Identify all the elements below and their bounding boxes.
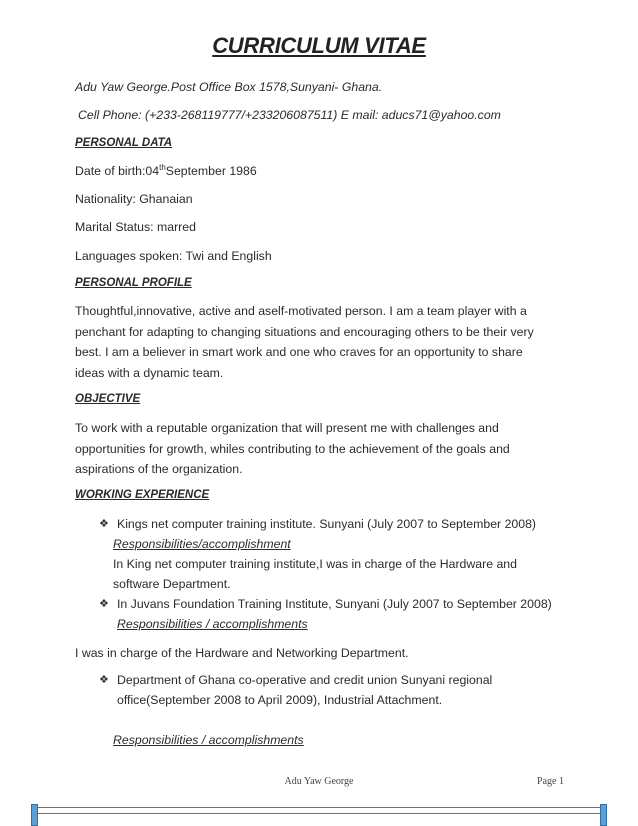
working-experience-heading: WORKING EXPERIENCE [75,489,210,501]
document-title: CURRICULUM VITAE [212,33,426,58]
diamond-bullet-icon: ❖ [99,674,109,686]
job-3-title-line-2: office(September 2008 to April 2009), Industrial Attachment. [117,693,443,707]
personal-data-heading: PERSONAL DATA [75,137,173,149]
footer-rule [33,807,605,814]
contact-address: Adu Yaw George.Post Office Box 1578,Sunyani- Ghana. [75,80,383,94]
dob-prefix: Date of birth:04 [75,164,160,178]
job-3-responsibilities-label: Responsibilities / accomplishments [113,733,304,747]
date-of-birth [75,164,257,178]
job-2-responsibilities-label: Responsibilities / accomplishments [117,617,308,631]
diamond-bullet-icon: ❖ [99,598,109,610]
job-2-responsibility-text: I was in charge of the Hardware and Networking Department. [75,646,409,660]
footer-author: Adu Yaw George [284,776,354,787]
job-1-responsibility-line-1: In King net computer training institute,I was in charge of the Hardware and [113,557,517,571]
job-1-title: Kings net computer training institute. Sunyani (July 2007 to September 2008) [117,517,537,531]
footer-page-number: Page 1 [537,776,564,787]
job-1-responsibility-line-2: software Department. [113,577,231,591]
footer-rule-left-end [31,804,38,826]
dob-superscript: th [159,162,166,172]
dob-suffix: September 1986 [165,164,257,178]
languages-spoken: Languages spoken: Twi and English [75,249,272,263]
footer-rule-right-end [600,804,607,826]
personal-profile-heading: PERSONAL PROFILE [75,277,192,289]
objective-heading: OBJECTIVE [75,393,141,405]
personal-profile-text: Thoughtful,innovative, active and aself-motivated person. I am a team player with a penchant for adapting to changing situations and encouraging others to be their very best. I am a believer in smart work and one who craves for an opportunity to share ideas with a dynamic team. [75,304,534,380]
job-2-title: In Juvans Foundation Training Institute, Sunyani (July 2007 to September 2008) [117,597,552,611]
nationality: Nationality: Ghanaian [75,192,193,206]
objective-text: To work with a reputable organization that will present me with challenges and opportunities for growth, whiles contributing to the achievement of the goals and aspirations of the organization. [75,421,510,476]
marital-status: Marital Status: marred [75,220,196,234]
diamond-bullet-icon: ❖ [99,518,109,530]
job-3-title-line-1: Department of Ghana co-operative and credit union Sunyani regional [117,673,493,687]
job-1-responsibilities-label: Responsibilities/accomplishment [113,537,291,551]
contact-phone-email: Cell Phone: (+233-268119777/+233206087511) E mail: aducs71@yahoo.com [78,108,501,122]
